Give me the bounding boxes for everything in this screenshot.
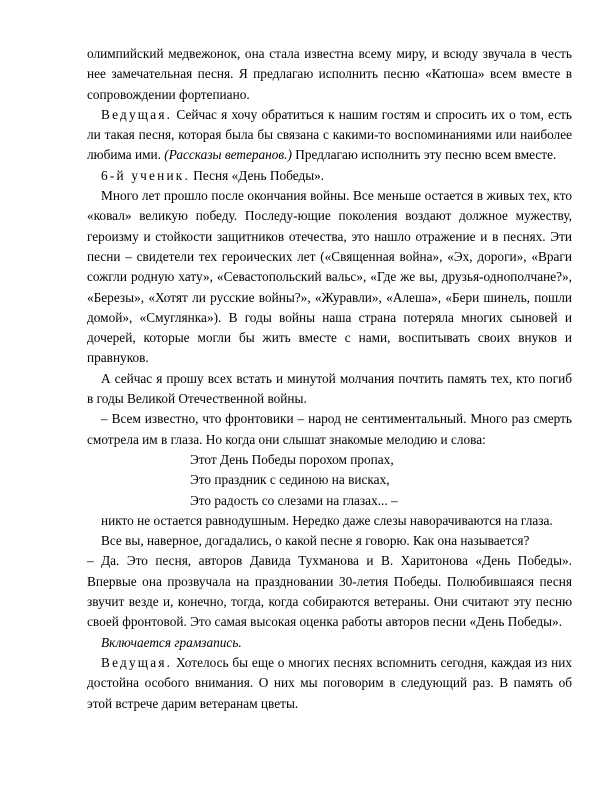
- paragraph-host-veterans: [87, 105, 572, 166]
- verse-block: [190, 450, 572, 511]
- paragraph-song-authors: – Да. Это песня, авторов Давида Тухманова и В. Харитонова «День Победы». Впервые она прозвучала на праздновании 30-летия Победы. Полюбившаяся песня звучит везде и, конечно, тогда, когда собираются ветераны. Они считают эту песню своей фронтовой. Это самая высокая оценка работы авторов песни «День Победы».: [87, 553, 572, 630]
- paragraph-text: Сейчас я хочу обратиться к нашим гостям и спросить их о том, есть ли такая песня, которая была бы связана с какими-то воспоминаниями или наиболее любима ими.: [87, 106, 572, 163]
- paragraph-frontline-soldiers: – Всем известно, что фронтовики – народ не сентиментальный. Много раз смерть смотрела им в глаза. Но когда они слышат знакомые мелодию и слова:: [87, 411, 572, 447]
- paragraph-text-tail: Предлагаю исполнить эту песню всем вместе.: [291, 147, 557, 163]
- speaker-label: 6-й ученик.: [101, 167, 190, 183]
- stage-direction-record: Включается грамзапись.: [101, 634, 242, 650]
- paragraph-war-songs: Много лет прошло после окончания войны. Все меньше остается в живых тех, кто «ковал» великую победу. Последу-ющие поколения воздают должное мужеству, героизму и стойкости защитников отечества, это нашло отражение и в песнях. Эти песни – свидетели тех героических лет («Священная война», «Эх, дороги», «Враги сожгли родную хату», «Севастопольский вальс», «Где же вы, друзья-однополчане?», «Березы», «Хотят ли русские войны?», «Журавли», «Алеша», «Бери шинель, пошли домой», «Смуглянка»). В годы войны наша страна потеряла многих сыновей и дочерей, которые могли бы жить вместе с нами, воспитывать своих внуков и правнуков.: [87, 188, 572, 366]
- paragraph-minute-silence: А сейчас я прошу всех встать и минутой молчания почтить память тех, кто погиб в годы Великой Отечественной войны.: [87, 370, 572, 407]
- verse-line: Это праздник с сединою на висках,: [190, 472, 390, 488]
- paragraph-text: Хотелось бы еще о многих песнях вспомнить сегодня, каждая из них достойна особого внимания. О них мы поговорим в следующий раз. В память об этой встрече дарим ветеранам цветы.: [87, 654, 572, 711]
- stage-direction: (Рассказы ветеранов.): [164, 147, 292, 163]
- verse-line: Это радость со слезами на глазах... –: [190, 492, 398, 508]
- paragraph-olympic-bear: олимпийский медвежонок, она стала известна всему миру, и всюду звучала в честь нее замечательная песня. Я предлагаю исполнить песню «Катюша» всем вместе в сопровождении фортепиано.: [87, 46, 572, 102]
- verse-line: Этот День Победы порохом пропах,: [190, 451, 394, 467]
- speaker-label: Ведущая.: [101, 654, 173, 670]
- paragraph-host-closing: [87, 653, 572, 714]
- paragraph-guess-song: Все вы, наверное, догадались, о какой песне я говорю. Как она называется?: [101, 533, 530, 549]
- paragraph-student-six: [87, 166, 572, 186]
- document-page: [87, 44, 572, 714]
- paragraph-nobody-indifferent: никто не остается равнодушным. Нередко даже слезы наворачиваются на глаза.: [101, 512, 553, 528]
- paragraph-text: Песня «День Победы».: [189, 167, 325, 183]
- speaker-label: Ведущая.: [101, 106, 173, 122]
